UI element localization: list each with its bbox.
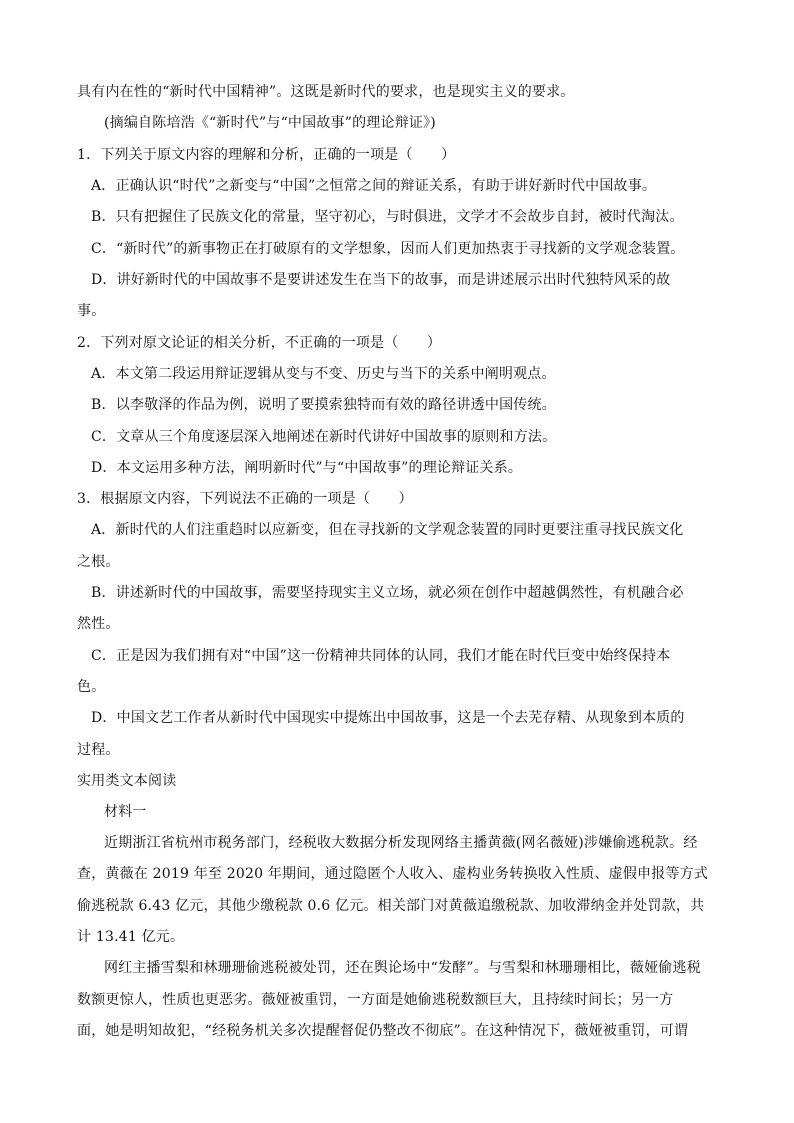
- question-1-option-d: D．讲好新时代的中国故事不是要讲述发生在当下的故事，而是讲述展示出时代独特风采的故: [91, 272, 671, 288]
- question-1-option-b: B．只有把握住了民族文化的常量，坚守初心，与时俱进，文学才不会故步自封，被时代淘汰。: [91, 209, 684, 225]
- question-1-option-d-cont: 事。: [77, 303, 106, 319]
- question-3-option-d-cont: 过程。: [77, 742, 120, 758]
- question-3-stem: 3．根据原文内容，下列说法不正确的一项是（ ）: [77, 491, 413, 507]
- paragraph-line: 网红主播雪梨和林珊珊偷逃税被处罚，还在舆论场中“发酵”。与雪梨和林珊珊相比，薇娅偷逃税: [104, 960, 701, 976]
- paragraph-line: 计 13.41 亿元。: [77, 929, 185, 945]
- paragraph-line: 具有内在性的“新时代中国精神”。这既是新时代的要求，也是现实主义的要求。: [77, 84, 575, 100]
- question-3-option-c-cont: 色。: [77, 679, 106, 695]
- question-2-stem: 2．下列对原文论证的相关分析，不正确的一项是（ ）: [77, 335, 442, 351]
- question-1-stem: 1．下列关于原文内容的理解和分析，正确的一项是（ ）: [77, 147, 456, 163]
- question-3-option-a: A．新时代的人们注重趋时以应新变，但在寻找新的文学观念装置的同时更要注重寻找民族文化: [91, 522, 684, 538]
- question-3-option-b: B．讲述新时代的中国故事，需要坚持现实主义立场，就必须在创作中超越偶然性，有机融合必: [91, 585, 684, 601]
- section-heading: 实用类文本阅读: [77, 773, 177, 789]
- question-3-option-a-cont: 之根。: [77, 554, 120, 570]
- source-citation: (摘编自陈培浩《“新时代”与“中国故事”的理论辩证》): [104, 115, 436, 131]
- question-3-option-b-cont: 然性。: [77, 616, 120, 632]
- question-2-option-b: B．以李敬泽的作品为例，说明了要摸索独特而有效的路径讲透中国传统。: [91, 397, 556, 413]
- question-2-option-a: A．本文第二段运用辩证逻辑从变与不变、历史与当下的关系中阐明观点。: [91, 366, 556, 382]
- question-3-option-c: C．正是因为我们拥有对“中国”这一份精神共同体的认同，我们才能在时代巨变中始终保持本: [91, 648, 671, 664]
- question-3-option-d: D．中国文艺工作者从新时代中国现实中提炼出中国故事，这是一个去芜存精、从现象到本质的: [91, 710, 685, 726]
- question-2-option-c: C．文章从三个角度逐层深入地阐述在新时代讲好中国故事的原则和方法。: [91, 429, 557, 445]
- question-1-option-a: A．正确认识“时代”之新变与“中国”之恒常之间的辩证关系，有助于讲好新时代中国故事。: [91, 178, 657, 194]
- question-2-option-d: D．本文运用多种方法，阐明新时代”与“中国故事”的理论辩证关系。: [91, 460, 523, 476]
- paragraph-line: 查，黄薇在 2019 年至 2020 年期间，通过隐匿个人收入、虚构业务转换收入性质、虚假申报等方式: [77, 866, 709, 882]
- paragraph-line: 数额更惊人，性质也更恶劣。薇娅被重罚，一方面是她偷逃税数额巨大，且持续时间长；另一方: [77, 992, 674, 1008]
- material-label: 材料一: [104, 804, 147, 820]
- question-1-option-c: C．“新时代”的新事物正在打破原有的文学想象，因而人们更加热衷于寻找新的文学观念装置。: [91, 241, 685, 257]
- paragraph-line: 偷逃税款 6.43 亿元，其他少缴税款 0.6 亿元。相关部门对黄薇追缴税款、加收滞纳金并处罚款，共: [77, 898, 705, 914]
- paragraph-line: 面，她是明知故犯，“经税务机关多次提醒督促仍整改不彻底”。在这种情况下，薇娅被重罚，可谓: [77, 1023, 689, 1039]
- paragraph-line: 近期浙江省杭州市税务部门，经税收大数据分析发现网络主播黄薇(网名薇娅)涉嫌偷逃税款。经: [104, 835, 698, 851]
